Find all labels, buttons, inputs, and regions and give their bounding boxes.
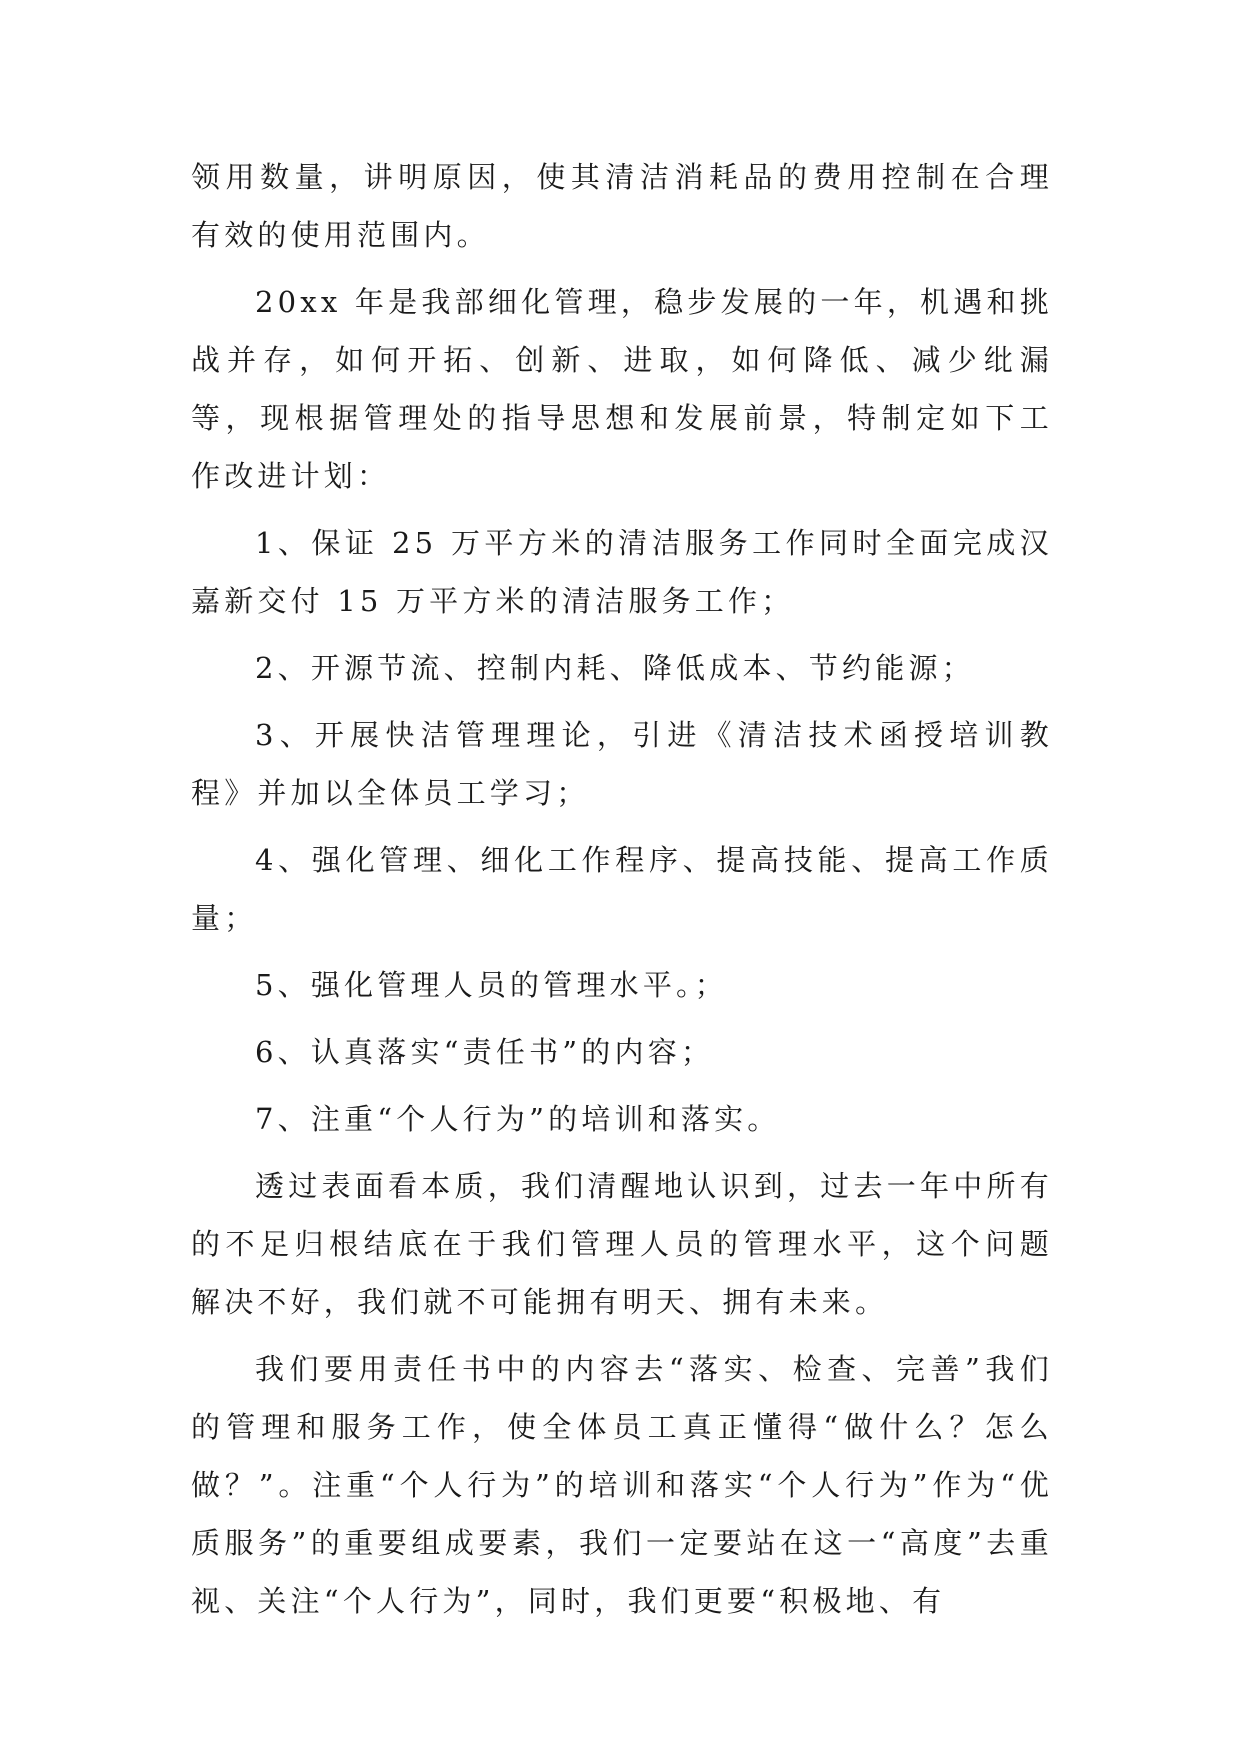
paragraph-2: 20xx 年是我部细化管理，稳步发展的一年，机遇和挑战并存，如何开拓、创新、进取，如何降低、减少纰漏等，现根据管理处的指导思想和发展前景，特制定如下工作改进计划： (191, 285, 1053, 493)
paragraph-1: 领用数量，讲明原因，使其清洁消耗品的费用控制在合理有效的使用范围内。 (191, 160, 1053, 252)
paragraph-3: 透过表面看本质，我们清醒地认识到，过去一年中所有的不足归根结底在于我们管理人员的管理水平，这个问题解决不好，我们就不可能拥有明天、拥有未来。 (191, 1169, 1053, 1319)
list-item-6: 6、认真落实“责任书”的内容； (255, 1035, 715, 1069)
list-item-3: 3、开展快洁管理理论，引进《清洁技术函授培训教程》并加以全体员工学习； (191, 718, 1053, 810)
paragraph-4: 我们要用责任书中的内容去“落实、检查、完善”我们的管理和服务工作，使全体员工真正懂得“做什么？怎么做？”。注重“个人行为”的培训和落实“个人行为”作为“优质服务”的重要组成要素，我们一定要站在这一“高度”去重视、关注“个人行为”，同时，我们更要“积极地、有 (191, 1352, 1053, 1618)
list-item-1: 1、保证 25 万平方米的清洁服务工作同时全面完成汉嘉新交付 15 万平方米的清洁服务工作； (191, 526, 1053, 618)
list-item-2: 2、开源节流、控制内耗、降低成本、节约能源； (255, 651, 975, 685)
list-item-7: 7、注重“个人行为”的培训和落实。 (255, 1102, 781, 1136)
list-item-4: 4、强化管理、细化工作程序、提高技能、提高工作质量； (191, 843, 1053, 935)
list-item-5: 5、强化管理人员的管理水平。； (255, 968, 728, 1002)
document-body (191, 156, 1053, 1639)
